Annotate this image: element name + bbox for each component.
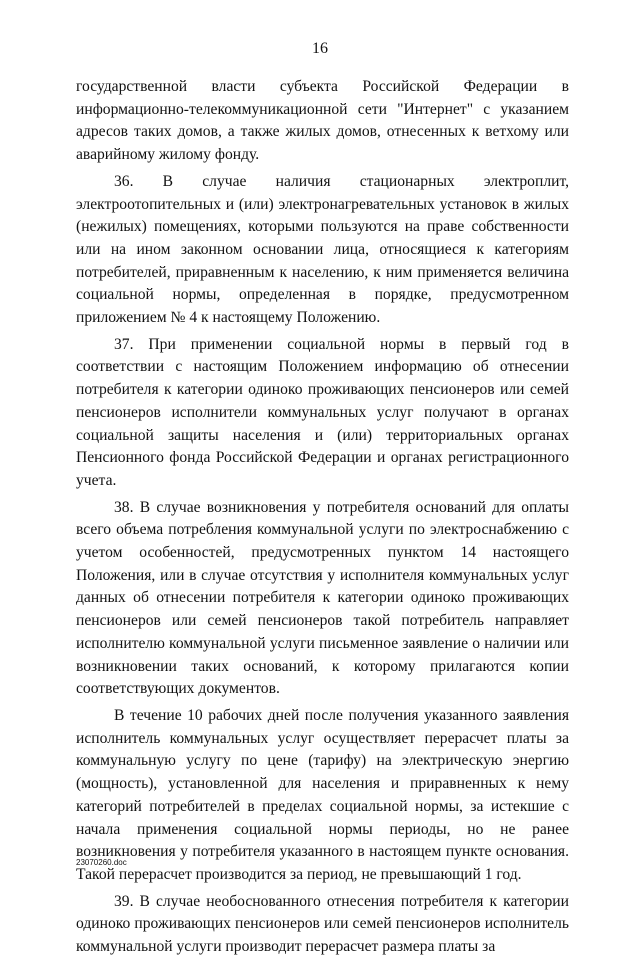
- document-body: [76, 76, 569, 963]
- file-name-footer: 23070260.doc: [76, 858, 127, 867]
- paragraph-38-recalculation: В течение 10 рабочих дней после получения указанного заявления исполнитель коммунальных услуг осуществляет перерасчет платы за коммунальную услугу по цене (тарифу) на электрическую энергию (мощность), установленной для населения и приравненных к нему категорий потребителей в пределах социальной нормы, за истекшие с начала применения социальной нормы периоды, но не ранее возникновения у потребителя указанного в настоящем пункте основания. Такой перерасчет производится за период, не превышающий 1 год.: [76, 706, 569, 883]
- paragraph-37: 37. При применении социальной нормы в первый год в соответствии с настоящим Положением информацию об отнесении потребителя к категории одиноко проживающих пенсионеров или семей пенсионеров исполнители коммунальных услуг получают в органах социальной защиты населения и (или) территориальных органах Пенсионного фонда Российской Федерации и органах регистрационного учета.: [76, 335, 569, 489]
- paragraph-continuation: государственной власти субъекта Российской Федерации в информационно-телекоммуникационной сети "Интернет" с указанием адресов таких домов, а также жилых домов, отнесенных к ветхому или аварийному жилому фонду.: [76, 78, 569, 164]
- paragraph-38: 38. В случае возникновения у потребителя оснований для оплаты всего объема потребления коммунальной услуги по электроснабжению с учетом особенностей, предусмотренных пунктом 14 настоящего Положения, или в случае отсутствия у исполнителя коммунальных услуг данных об отнесении потребителя к категории одиноко проживающих пенсионеров или семей пенсионеров такой потребитель направляет исполнителю коммунальной услуги письменное заявление о наличии или возникновении таких оснований, к которому прилагаются копии соответствующих документов.: [76, 498, 569, 698]
- paragraph-39: 39. В случае необоснованного отнесения потребителя к категории одиноко проживающих пенсионеров или семей пенсионеров исполнитель коммунальной услуги производит перерасчет размера платы за: [76, 892, 569, 956]
- paragraph-36: 36. В случае наличия стационарных электроплит, электроотопительных и (или) электронагревательных установок в жилых (нежилых) помещениях, которыми пользуются на праве собственности или на ином законном основании лица, относящиеся к категориям потребителей, приравненным к населению, к ним применяется величина социальной нормы, определенная в порядке, предусмотренном приложением № 4 к настоящему Положению.: [76, 172, 569, 327]
- page-number: 16: [312, 40, 328, 57]
